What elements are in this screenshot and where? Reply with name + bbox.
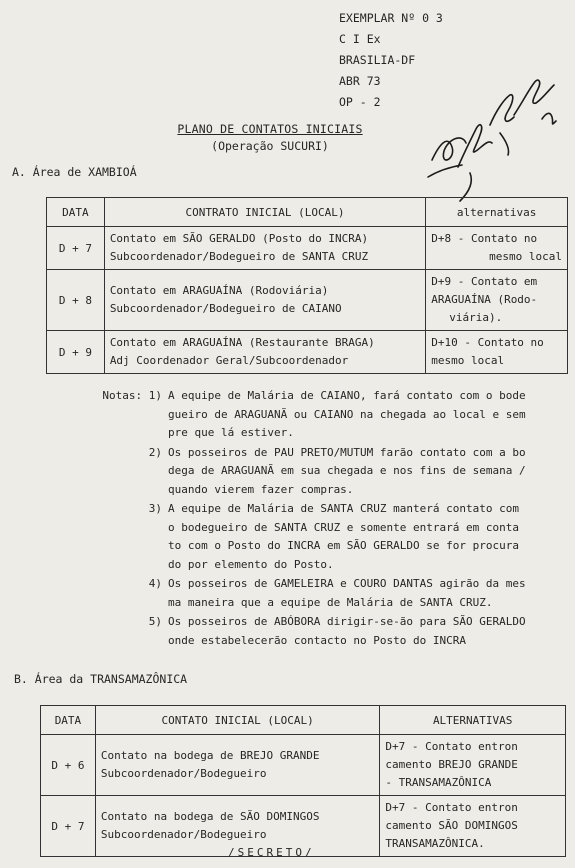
contact-line: Subcoordenador/Bodegueiro de SANTA CRUZ [109, 250, 369, 263]
alternative-line: viária). [449, 311, 503, 324]
alternative-line: - TRANSAMAZÔNICA [385, 776, 492, 789]
row-alternative [380, 796, 566, 857]
notes-block [58, 387, 568, 651]
alternative-line: camento SÃO DOMINGOS [385, 819, 518, 832]
header-date: DATA [41, 706, 96, 735]
row-alternative [426, 270, 568, 331]
note-item [58, 500, 568, 574]
header-contact: CONTATO INICIAL (LOCAL) [95, 706, 379, 735]
table-header-row [47, 198, 568, 227]
row-contact [104, 331, 425, 374]
section-b-heading: B. Área da TRANSAMAZÔNICA [14, 672, 188, 686]
note-number [58, 387, 162, 406]
row-alternative [426, 331, 568, 374]
header-alternatives: ALTERNATIVAS [380, 706, 566, 735]
notes-label: Notas: [102, 389, 143, 402]
document-title: PLANO DE CONTATOS INICIAIS [177, 122, 363, 136]
row-alternative [426, 227, 568, 270]
note-item [58, 575, 568, 612]
note-num: 1) [148, 389, 162, 402]
row-date: D + 7 [41, 796, 96, 857]
note-item [58, 444, 568, 500]
row-contact [104, 227, 425, 270]
contact-line: Subcoordenador/Bodegueiro de CAIANO [109, 302, 342, 315]
alternative-line: mesmo local [431, 354, 505, 367]
alternative-line: D+7 - Contato entron [385, 801, 518, 814]
note-number: 4) [148, 577, 162, 590]
row-date: D + 6 [41, 735, 96, 796]
row-date: D + 8 [47, 270, 105, 331]
alternative-line: D+7 - Contato entron [385, 740, 518, 753]
table-row [47, 270, 568, 331]
row-alternative [380, 735, 566, 796]
alternative-line: D+9 - Contato em [431, 275, 538, 288]
note-text: Os posseiros de GAMELEIRA e COURO DANTAS agirão da mes ma maneira que a equipe de Malária de SANTA CRUZ. [168, 577, 526, 609]
stamp-city: BRASILIA-DF [339, 53, 416, 67]
document-title-block [150, 121, 390, 155]
alternative-line: D+10 - Contato no [431, 336, 544, 349]
note-item [58, 387, 568, 443]
table-row [47, 227, 568, 270]
table-row [47, 331, 568, 374]
stamp-section: OP - 2 [339, 95, 381, 109]
document-subtitle: (Operação SUCURI) [211, 139, 329, 153]
contact-line: Contato na bodega de BREJO GRANDE [100, 749, 320, 762]
contact-line: Contato em ARAGUAÍNA (Rodoviária) [109, 284, 329, 297]
stamp-copy-number: EXEMPLAR Nº 0 3 [339, 11, 443, 25]
note-text: A equipe de Malária de CAIANO, fará contato com o bode gueiro de ARAGUANÃ ou CAIANO na chegada ao local e sem pre que lá estiver. [168, 389, 526, 439]
alternative-line: TRANSAMAZÔNICA. [385, 837, 485, 850]
row-contact [104, 270, 425, 331]
table-header-row [41, 706, 566, 735]
table-row [41, 735, 566, 796]
alternative-line: camento BREJO GRANDE [385, 758, 518, 771]
alternative-line: ARAGUAÍNA (Rodo- [431, 293, 538, 306]
note-number: 2) [148, 445, 162, 459]
row-date: D + 7 [47, 227, 105, 270]
contact-line: Contato em SÃO GERALDO (Posto do INCRA) [109, 232, 369, 245]
header-alternatives: alternativas [426, 198, 568, 227]
contact-line: Contato na bodega de SÃO DOMINGOS [100, 810, 320, 823]
stamp-date: ABR 73 [339, 74, 381, 88]
alternative-line: D+8 - Contato no [431, 232, 538, 245]
note-text: A equipe de Malária de SANTA CRUZ manterá contato com o bodegueiro de SANTA CRUZ e somente entrará em conta to com o Posto do INCRA em SÃO GERALDO se for procura do por elemento do Posto. [168, 502, 519, 571]
alternative-line: mesmo local [489, 250, 562, 263]
footer-classification: /SECRETO/ [228, 846, 315, 859]
stamp-organization: C I Ex [339, 32, 381, 46]
contact-line: Subcoordenador/Bodegueiro [100, 767, 267, 780]
handwritten-signature-icon [410, 55, 570, 205]
section-a-heading: A. Área de XAMBIOÁ [12, 165, 137, 179]
note-text: Os posseiros de PAU PRETO/MUTUM farão contato com a bo dega de ARAGUANÃ em sua chegada e nos fins de semana / quando vierem fazer compras. [168, 445, 526, 496]
row-date: D + 9 [47, 331, 105, 374]
section-a-table [46, 197, 568, 374]
note-number: 5) [148, 615, 162, 628]
section-b-table [40, 705, 566, 857]
contact-line: Contato em ARAGUAÍNA (Restaurante BRAGA) [109, 336, 375, 349]
header-contact: CONTRATO INICIAL (LOCAL) [104, 198, 425, 227]
note-text: Os posseiros de ABÓBORA dirigir-se-ão para SÃO GERALDO onde estabelecerão contacto no Posto do INCRA [168, 615, 526, 647]
contact-line: Adj Coordenador Geral/Subcoordenador [109, 354, 349, 367]
row-contact [95, 735, 379, 796]
contact-line: Subcoordenador/Bodegueiro [100, 828, 267, 841]
note-number: 3) [148, 502, 162, 515]
note-item [58, 613, 568, 650]
header-date: DATA [47, 198, 105, 227]
